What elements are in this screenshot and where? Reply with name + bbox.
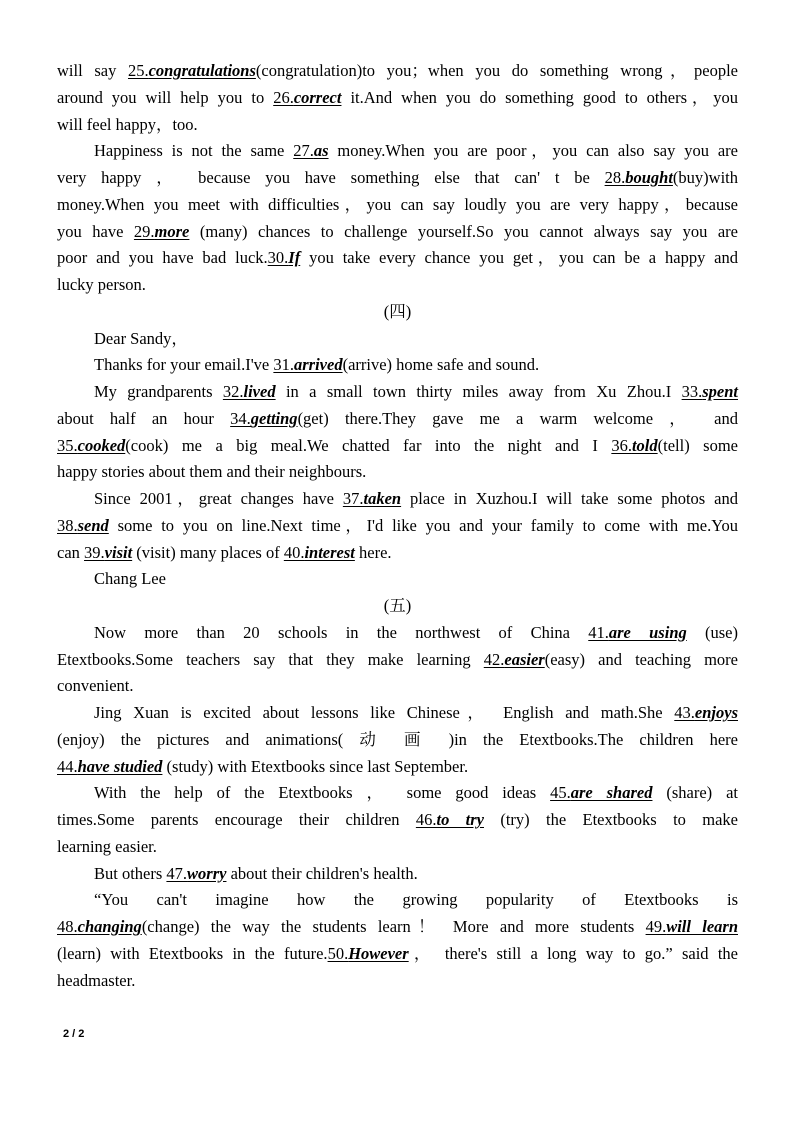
text-run: (visit) many places of [132, 542, 284, 562]
blank-number: 47. [166, 863, 188, 883]
answer-blank: are shared [570, 783, 653, 803]
text-line [57, 379, 738, 406]
answer-blank: visit [104, 542, 133, 562]
answer-blank: to try [436, 810, 484, 829]
text-run: Chang Lee [94, 569, 166, 589]
text-run: (study) with Etextbooks since last September. [162, 756, 469, 776]
text-run: (buy)with [672, 168, 738, 187]
blank-number: 36. [611, 435, 632, 455]
text-run: With the help of the Etextbooks ， some good ideas [94, 783, 551, 803]
blank-number: 31. [273, 355, 294, 375]
text-run: money.When you are poor，you can also say you are [328, 141, 738, 161]
blank-number: 26. [273, 87, 294, 107]
text-run: (use) [686, 622, 738, 642]
answer-blank: changing [77, 917, 142, 936]
text-run: (share) at [652, 783, 738, 803]
text-line [57, 58, 738, 85]
text-run: (五) [383, 596, 412, 615]
text-run: around you will help you to [57, 87, 274, 107]
answer-blank: enjoys [694, 703, 738, 722]
answer-blank: congratulations [148, 61, 256, 80]
text-run: you take every chance you get，you can be a happy and [300, 248, 739, 268]
text-run: will feel happy，too. [57, 114, 198, 134]
text-line [57, 914, 738, 941]
answer-blank: lived [243, 382, 276, 401]
text-line [57, 486, 738, 513]
text-run: learning easier. [57, 836, 157, 856]
text-run: times.Some parents encourage their children [57, 810, 416, 829]
text-run: Thanks for your email.I've [94, 355, 274, 375]
blank-number: 50. [327, 943, 349, 963]
text-run: you have [57, 221, 134, 241]
text-run: “You can't imagine how the growing popularity of Etextbooks is [94, 890, 738, 910]
text-run: (tell) some [657, 435, 738, 455]
text-run: in a small town thirty miles away from Xu Zhou.I [275, 382, 682, 401]
text-line [57, 219, 738, 246]
blank-number: 35. [57, 435, 78, 455]
text-run: (get) there.They gave me a warm welcome ， and [297, 408, 738, 428]
text-line [57, 112, 738, 139]
text-run: lucky person. [57, 275, 146, 294]
blank-number: 39. [84, 542, 105, 562]
text-run: headmaster. [57, 970, 136, 990]
text-run: (enjoy) the pictures and animations( 动 画 )in the Etextbooks.The children here [57, 729, 738, 749]
text-run: here. [354, 542, 392, 562]
text-line [57, 138, 738, 165]
text-run: Now more than 20 schools in the northwest of China [94, 622, 589, 642]
text-run: some to you on line.Next time，I'd like you and your family to come with me.You [108, 515, 738, 535]
text-run: (congratulation)to you；when you do something wrong，people [255, 61, 738, 80]
text-line [57, 834, 738, 861]
answer-blank: will learn [666, 917, 738, 936]
blank-number: 34. [230, 408, 251, 428]
text-run: Jing Xuan is excited about lessons like Chinese， English and math.She [94, 703, 675, 722]
answer-blank: getting [250, 408, 298, 428]
answer-blank: told [631, 435, 658, 455]
text-run: about half an hour [57, 408, 231, 428]
text-line [57, 272, 738, 299]
text-run: (try) the Etextbooks to make [484, 810, 738, 829]
text-line [57, 861, 738, 888]
answer-blank: interest [304, 542, 355, 562]
blank-number: 48. [57, 917, 78, 936]
page-number: 2 / 2 [63, 1028, 85, 1040]
text-run: about their children's health. [226, 863, 418, 883]
blank-number: 42. [483, 649, 505, 669]
text-line [57, 807, 738, 834]
text-run: ， there's still a long way to go.” said the [408, 943, 739, 963]
blank-number: 45. [550, 783, 571, 803]
blank-number: 30. [267, 248, 289, 268]
text-line [57, 566, 738, 593]
answer-blank: send [77, 515, 109, 535]
answer-blank: worry [187, 863, 227, 883]
text-line [57, 85, 738, 112]
blank-number: 43. [674, 703, 695, 722]
blank-number: 38. [57, 515, 78, 535]
answer-blank: as [313, 141, 329, 161]
text-line [57, 647, 738, 674]
text-run: But others [94, 863, 167, 883]
answer-blank: are using [608, 622, 687, 642]
answer-blank: taken [363, 489, 402, 508]
document-body [57, 58, 738, 994]
text-line [57, 245, 738, 272]
text-run: (easy) and teaching more [544, 649, 738, 669]
text-run: (arrive) home safe and sound. [342, 355, 540, 375]
blank-number: 46. [415, 810, 437, 829]
text-run: My grandparents [94, 382, 223, 401]
blank-number: 25. [127, 61, 149, 80]
text-run: can [57, 542, 85, 562]
answer-blank: easier [504, 649, 545, 669]
text-run: (change) the way the students learn！ More and more students [141, 917, 646, 936]
blank-number: 41. [588, 622, 609, 642]
text-run: happy stories about them and their neighbours. [57, 462, 367, 482]
answer-blank: If [288, 248, 301, 268]
blank-number: 49. [645, 917, 667, 936]
text-line [57, 459, 738, 486]
text-run: will say [57, 61, 128, 80]
text-run: (cook) me a big meal.We chatted far into the night and I [125, 435, 612, 455]
text-line [57, 780, 738, 807]
answer-blank: cooked [77, 435, 126, 455]
blank-number: 37. [342, 489, 364, 508]
text-run: Etextbooks.Some teachers say that they make learning [57, 649, 484, 669]
text-line [57, 968, 738, 995]
text-run: place in Xuzhou.I will take some photos and [401, 489, 738, 508]
text-line [57, 887, 738, 914]
blank-number: 28. [604, 168, 626, 187]
text-run: (many) chances to challenge yourself.So you cannot always say you are [189, 221, 738, 241]
answer-blank: more [154, 221, 190, 241]
text-line [57, 727, 738, 754]
text-run: it.And when you do something good to others，you [341, 87, 738, 107]
text-line [57, 433, 738, 460]
text-line [57, 192, 738, 219]
text-run: money.When you meet with difficulties，you can say loudly you are very happy，because [57, 194, 738, 214]
text-line [57, 540, 738, 567]
blank-number: 44. [57, 756, 78, 776]
text-line [57, 299, 738, 326]
text-run: (learn) with Etextbooks in the future. [57, 943, 328, 963]
blank-number: 40. [283, 542, 305, 562]
answer-blank: have studied [77, 756, 163, 776]
answer-blank: arrived [294, 355, 343, 375]
text-line [57, 513, 738, 540]
text-line [57, 700, 738, 727]
text-line [57, 165, 738, 192]
text-line [57, 593, 738, 620]
answer-blank: However [348, 943, 409, 963]
text-run: very happy ， because you have something else that can' t be [57, 168, 605, 187]
text-run: poor and you have bad luck. [57, 248, 268, 268]
text-run: Since 2001，great changes have [94, 489, 343, 508]
blank-number: 27. [293, 141, 314, 161]
text-run: convenient. [57, 676, 134, 696]
answer-blank: bought [625, 168, 673, 187]
blank-number: 33. [681, 382, 703, 401]
text-run: Happiness is not the same [94, 141, 294, 161]
text-line [57, 352, 738, 379]
text-run: (四) [383, 301, 412, 321]
text-line [57, 406, 738, 433]
text-line [57, 754, 738, 781]
text-line [57, 673, 738, 700]
text-run: Dear Sandy， [94, 328, 188, 348]
blank-number: 32. [222, 382, 244, 401]
blank-number: 29. [133, 221, 155, 241]
answer-blank: correct [293, 87, 342, 107]
answer-blank: spent [702, 382, 738, 401]
text-line [57, 326, 738, 353]
text-line [57, 620, 738, 647]
text-line [57, 941, 738, 968]
